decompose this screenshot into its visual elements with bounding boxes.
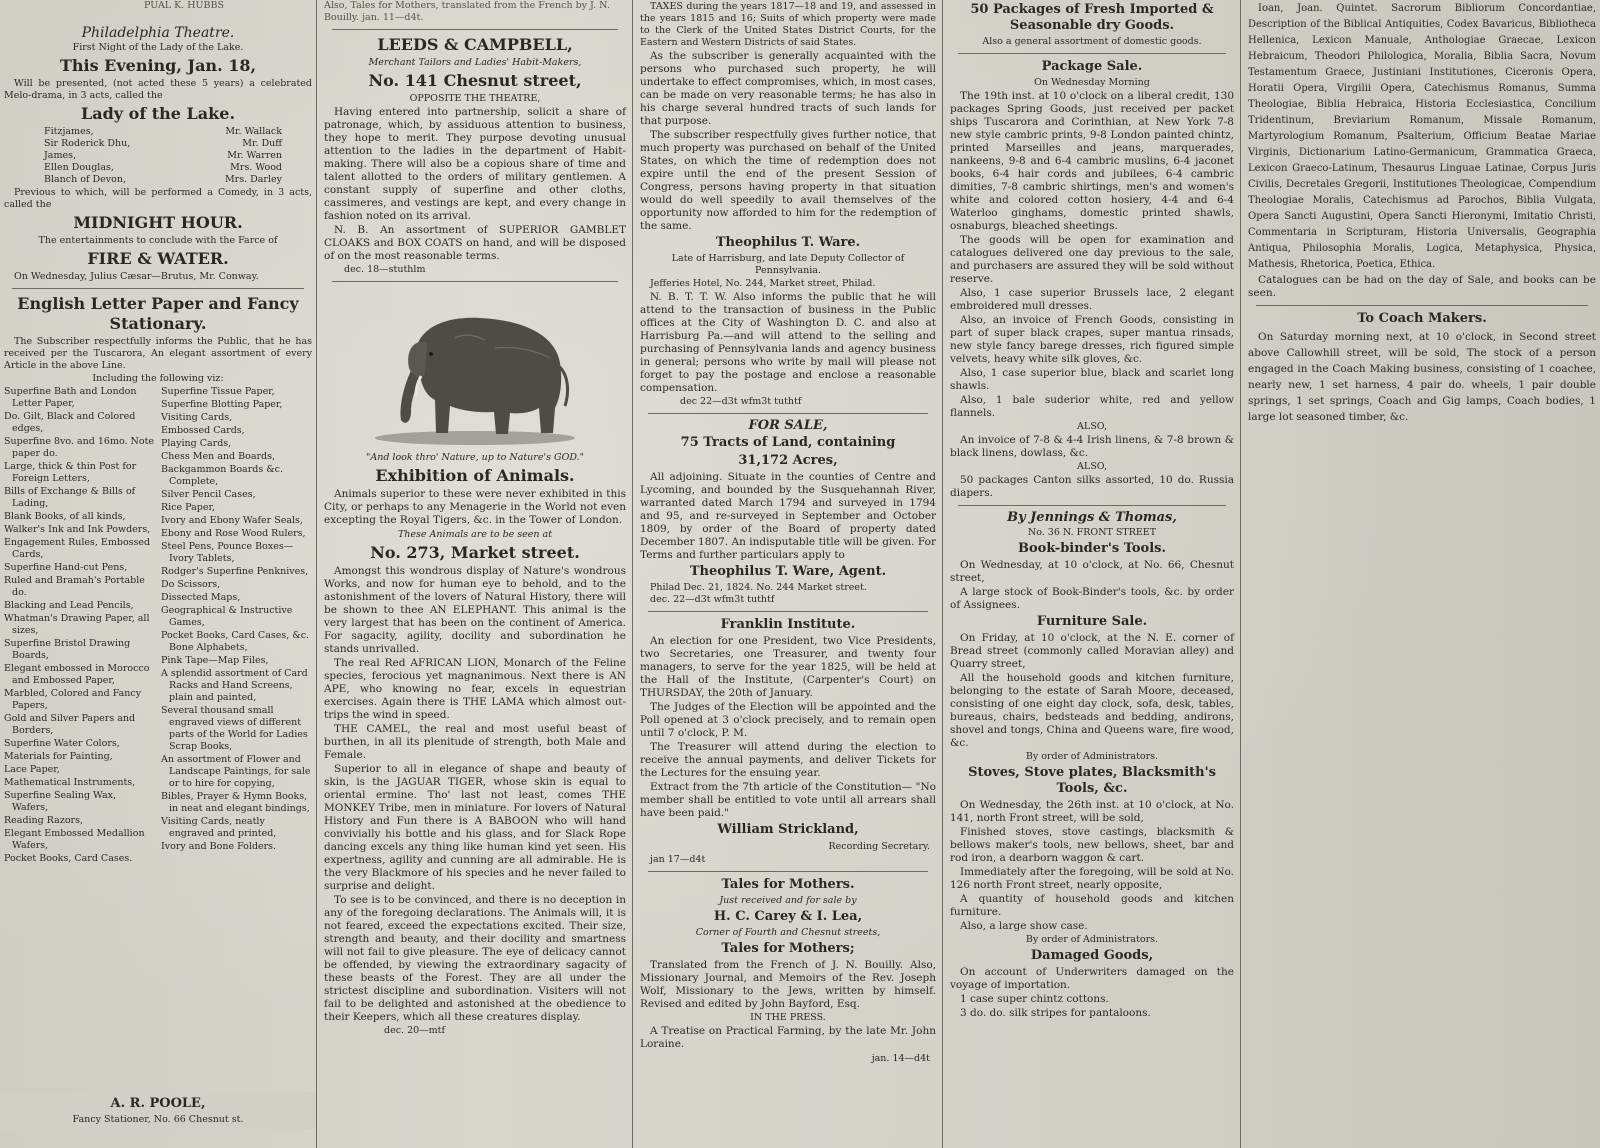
stationery-item: Superfine Tissue Paper, [161,386,275,397]
secretary-name: William Strickland, [717,822,859,837]
agent-date: dec. 22—d3t wfm3t tuthtf [650,594,775,605]
goods-p2: The goods will be open for examination and catalogues delivered one day previous to the sale, and purchasers are assured they will be sold without reserve. [950,234,1234,285]
stationery-item: Visiting Cards, neatly engraved and printed, [161,816,277,839]
stationery-item: Large, thick & thin Post for Foreign Letters, [4,461,137,484]
exhibit-address: No. 273, Market street. [370,543,580,562]
cast-row: Ellen Douglas, Mrs. Wood [44,162,282,173]
stationery-item: Pocket Books, Card Cases, &c. Bone Alphabets, [161,630,310,653]
firm-date: dec. 18—stuthlm [344,264,426,275]
ware-nb: N. B. T. T. W. Also informs the public that he will attend to the transaction of business in the Public offices at the City of Washington D. C. and also at Harrisburg Pa.—and will attend to the selling and purchasing of Pennsylvania lands and agency business in general; persons who write by mail will please not forget to pay the postage and enclose a reasonable compensation. [640,291,936,394]
divider [648,611,928,612]
stationery-list-left [4,386,155,866]
divider [332,281,618,282]
binder-title: Book-binder's Tools. [1017,541,1167,556]
stationery-item: Engagement Rules, Embossed Cards, [4,537,151,560]
column-rule [316,0,317,1148]
franklin-p1: An election for one President, two Vice Presidents, two Secretaries, one Treasurer, and twenty four managers, to serve for the year 1825, will be held at the Hall of the Institute, (Carpenter's Court) on THURSDAY, the 20th of January. [640,635,936,699]
goods-p7: An invoice of 7-8 & 4-4 Irish linens, & 7-8 brown & black linens, dowlass, &c. [950,434,1234,459]
stoves-title: Stoves, Stove plates, Blacksmith's Tools, &c. [968,765,1216,796]
stationery-item: Elegant Embossed Medallion Wafers, [4,828,145,851]
in-the-press: IN THE PRESS. [750,1012,826,1023]
column-4 [946,0,1238,1148]
ware-date: dec 22—d3t wfm3t tuthtf [680,396,802,407]
ware-subtitle: Late of Harrisburg, and late Deputy Collector of Pennsylvania. [671,253,905,276]
stationery-item: Visiting Cards, [161,412,233,423]
divider [958,53,1226,54]
stationery-item: Bills of Exchange & Bills of Lading, [4,486,136,509]
goods-p3: Also, 1 case superior Brussels lace, 2 elegant embroidered mull dresses. [950,287,1234,312]
coach-title: To Coach Makers. [1357,311,1487,326]
stoves-p3: Immediately after the foregoing, will be sold at No. 126 north Front street, nearly opposite, [950,866,1234,891]
firm-nb: N. B. An assortment of SUPERIOR GAMBLET CLOAKS and BOX COATS on hand, and will be disposed of on the most reasonable terms. [324,224,626,262]
stationery-item: A splendid assortment of Card Racks and Hand Screens, plain and painted, [161,668,308,703]
paper-intro: The Subscriber respectfully informs the Public, that he has received per the Tuscarora, An elegant assortment of every Article in the above Line. [4,336,312,371]
cast-row: Blanch of Devon, Mrs. Darley [44,174,282,185]
exhibit-quote: "And look thro' Nature, up to Nature's GOD." [365,452,585,463]
for-sale-title: FOR SALE, [748,418,828,433]
paper-including: Including the following viz: [92,373,224,384]
stoves-p1: On Wednesday, the 26th inst. at 10 o'clock, at No. 141, north Front street, will be sold, [950,799,1234,824]
jennings-address: No. 36 N. FRONT STREET [1027,527,1157,538]
taxes-text: TAXES during the years 1817—18 and 19, and assessed in the years 1815 and 16; Suits of which property were made to the Clerk of the United States District Courts, for the Eastern and Western Districts of said States. [640,1,936,48]
column-2 [320,0,630,1148]
stationery-item: Several thousand small engraved views of different parts of the World for Ladies Scrap Books, [161,705,308,752]
farce-note: The entertainments to conclude with the Farce of [38,235,278,246]
paper-title: English Letter Paper and Fancy Stationary. [17,294,299,333]
cast-row: James, Mr. Warren [44,150,282,161]
stationery-item: Geographical & Instructive Games, [161,605,293,628]
comedy-note: Previous to which, will be performed a Comedy, in 3 acts, called the [4,187,312,210]
divider [648,871,928,872]
stationery-item: Reading Razors, [4,815,83,826]
ware-name: Theophilus T. Ware. [715,235,861,250]
column-rule [632,0,633,1148]
column-top-text: PUAL K. HUBBS [144,0,225,11]
catalogue-note: Catalogues can be had on the day of Sale, and books can be seen. [1248,274,1596,299]
stoves-p6: By order of Administrators. [1025,934,1159,945]
stationery-item: Superfine Water Colors, [4,738,120,749]
stationery-list [4,386,312,866]
farce-title: FIRE & WATER. [87,249,229,268]
firm-address-sub: OPPOSITE THE THEATRE, [409,93,541,104]
franklin-title: Franklin Institute. [720,617,856,632]
taxes-p1: As the subscriber is generally acquainted with the persons who purchased such property, he will undertake to effect compromises, which, in most cases, can be made on very reasonable terms; he has also in his charge several hundred tracts of such lands for that purpose. [640,50,936,127]
column-5 [1244,0,1600,1148]
damaged-p1: On account of Underwriters damaged on the voyage of importation. [950,966,1234,991]
elephant-engraving [324,288,626,448]
tracts-title: 75 Tracts of Land, containing [680,435,896,450]
stationery-item: Ruled and Bramah's Portable do. [4,575,145,598]
exhibit-title: Exhibition of Animals. [375,466,575,485]
column-top-text: Also, Tales for Mothers, translated from the French by J. N. Bouilly. jan. 11—d4t. [324,0,610,23]
tales-date: jan. 14—d4t [871,1053,930,1064]
tales-title: Tales for Mothers. [721,877,855,892]
stationery-item: Rice Paper, [161,502,216,513]
stoves-p4: A quantity of household goods and kitchen furniture. [950,893,1234,918]
firm-subtitle: Merchant Tailors and Ladies' Habit-Makers, [368,57,582,68]
binder-p1: On Wednesday, at 10 o'clock, at No. 66, Chesnut street, [950,559,1234,584]
elephant-icon [355,288,595,448]
divider [1256,305,1588,306]
stationery-item: Ivory and Ebony Wafer Seals, [161,515,303,526]
package-sale-when: On Wednesday Morning [1034,77,1150,88]
exhibit-date: dec. 20—mtf [384,1025,445,1036]
theatre-title: Philadelphia Theatre. [81,25,235,41]
stationery-item: Walker's Ink and Ink Powders, [4,524,151,535]
tracts-body: All adjoining. Situate in the counties of Centre and Lycoming, and bounded by the Susquehannah River, warranted dated March 1794 and surveyed in 1794 and 95, and re-surveyed in September and October 1809, by order of the Board of property dated December 1807. An indisputable title will be given. For Terms and further particulars apply to [640,471,936,561]
stationery-item: Embossed Cards, [161,425,245,436]
damaged-title: Damaged Goods, [1030,948,1154,963]
stationery-item: Superfine Bath and London Letter Paper, [4,386,137,409]
play-title: Lady of the Lake. [80,104,236,123]
stationery-item: An assortment of Flower and Landscape Paintings, for sale or to hire for copying, [161,754,311,789]
taxes-p2: The subscriber respectfully gives further notice, that much property was purchased on behalf of the United States, on which the time of redemption does not expire until the end of the present Session of Congress, persons having property in that situation would do well speedily to avail themselves of the opportunity now afforded to him for the redemption of the same. [640,129,936,232]
ware-address: Jefferies Hotel, No. 244, Market street, Philad. [650,278,876,289]
stationery-item: Superfine Hand-cut Pens, [4,562,128,573]
stationery-item: Whatman's Drawing Paper, all sizes, [4,613,150,636]
catalogue-list: Ioan, Joan. Quintet. Sacrorum Bibliorum Concordantiae, Description of the Biblical Antiquities, Codex Bavaricus, Bibliotheca Hellenica, Lexicon Manuale, Anthologiae Graecae, Lexicon Hebraicum, Theodori Philologica, Moralia, Biblia Sacra, Novum Testamentum Graece, Justiniani Institutiones, Ciceronis Opera, Horatii Opera, Virgilii Opera, Catechismus Romanus, Summa Theologiae, Biblia Hebraica, Historia Ecclesiastica, Concilium Tridentinum, Breviarium Romanum, Missale Romanum, Martyrologium Romanum, Psalterium, Officium Beatae Mariae Virginis, Dictionarium Latino-Germanicum, Grammatica Graeca, Lexicon Graeco-Latinum, Thesaurus Linguae Latinae, Corpus Juris Civilis, Decretales Gregorii, Institutiones Theologicae, Compendium Theologiae Moralis, Catechismus ad Parochos, Biblia Vulgata, Opera Sancti Augustini, Opera Sancti Hieronymi, Imitatio Christi, Commentaria in Scripturam, Historia Universalis, Geographia Antiqua, Philosophia Moralis, Logica, Metaphysica, Physica, Mathesis, Rhetorica, Poetica, Ethica. [1248,3,1596,270]
poole-signature: A. R. POOLE, [110,1096,206,1111]
stationery-item: Superfine 8vo. and 16mo. Note paper do. [4,436,155,459]
goods-p8: 50 packages Canton silks assorted, 10 do. Russia diapers. [950,474,1234,499]
exhibit-seen-at: These Animals are to be seen at [397,529,553,540]
franklin-p2: The Judges of the Election will be appointed and the Poll opened at 3 o'clock precisely, and to remain open until 7 o'clock, P. M. [640,701,936,739]
goods-subtitle: Also a general assortment of domestic goods. [982,36,1202,47]
franklin-date: jan 17—d4t [650,854,706,865]
treatise: A Treatise on Practical Farming, by the late Mr. John Loraine. [640,1025,936,1050]
stationery-item: Pocket Books, Card Cases. [4,853,133,864]
stationery-item: Do Scissors, [161,579,221,590]
theatre-subtitle: First Night of the Lady of the Lake. [72,42,244,53]
theatre-body: Will be presented, (not acted these 5 years) a celebrated Melo-drama, in 3 acts, called the [4,78,312,101]
furniture-title: Furniture Sale. [1036,614,1148,629]
stationery-list-right [161,386,312,866]
stationery-item: Blacking and Lead Pencils, [4,600,134,611]
exhibit-body: Animals superior to these were never exhibited in this City, or perhaps to any Menagerie in the World not even excepting the Royal Tigers, &c. in the Tower of London. [324,488,626,526]
firm-body: Having entered into partnership, solicit a share of patronage, which, by assiduous attention to business, they hope to merit. They purpose devoting unusual attention to the ladies in the department of Habit-making. There will also be a copious share of time and talent allotted to the orders of military gentlemen. A constant supply of superfine and other cloths, cassimeres, and vestings are kept, and every change in fashion noted on its arrival. [324,106,626,222]
tales-body: Translated from the French of J. N. Bouilly. Also, Missionary Journal, and Memoirs of the Rev. Joseph Wolf, Missionary to the Jews, written by himself. Revised and edited by John Bayford, Esq. [640,959,936,1010]
furniture-p3: By order of Administrators. [1025,751,1159,762]
goods-also: ALSO, [1077,421,1107,432]
divider [332,29,618,30]
stationery-item: Backgammon Boards &c. Complete, [161,464,284,487]
stationery-item: Bibles, Prayer & Hymn Books, in neat and elegant bindings, [161,791,310,814]
furniture-p1: On Friday, at 10 o'clock, at the N. E. corner of Bread street (commonly called Moravian alley) and Quarry street, [950,632,1234,670]
stationery-item: Superfine Blotting Paper, [161,399,283,410]
stoves-p5: Also, a large show case. [960,920,1088,932]
goods-also-2: ALSO, [1077,461,1107,472]
stationery-item: Playing Cards, [161,438,232,449]
stationery-item: Superfine Sealing Wax, Wafers, [4,790,117,813]
comedy-title: MIDNIGHT HOUR. [73,213,243,232]
stationery-item: Silver Pencil Cases, [161,489,256,500]
tales-subtitle: Just received and for sale by [719,895,857,906]
stationery-item: Dissected Maps, [161,592,241,603]
poole-address: Fancy Stationer, No. 66 Chesnut st. [72,1114,244,1125]
franklin-p4: Extract from the 7th article of the Constitution— "No member shall be entitled to vote until all arrears shall have been paid." [640,781,936,819]
stationery-item: Mathematical Instruments, [4,777,136,788]
exhibit-body-6: To see is to be convinced, and there is no deception in any of the foregoing declarations. The Animals will, it is not feared, exceed the expectations excited. Their size, strength and beauty, and their docility and smartness will not fail to give pleasure. The eye of delicacy cannot be offended, by viewing the extraordinary sagacity of these beasts of the Forest. They are all under the strictest discipline and subordination. Visiters will not fail to be delighted and astonished at the obedience to their Keepers, which all these creatures display. [324,894,626,1023]
secretary-title: Recording Secretary. [828,841,930,852]
cast-row: Sir Roderick Dhu, Mr. Duff [44,138,282,149]
stationery-item: Blank Books, of all kinds, [4,511,126,522]
divider [958,505,1226,506]
goods-p1: The 19th inst. at 10 o'clock on a liberal credit, 130 packages Spring Goods, just received per packet ships Tuscarora and Corinthian, at New York 7-8 new style cambric prints, 9-8 London painted chintz, printed Marseilles and jeans, marquerades, nankeens, 9-8 and 6-4 cambric muslins, 6-4 jaconet books, 6-4 hair cords and jubilees, 6-4 cambric dimities, 7-8 cambric shirtings, men's and women's white and colored cotton hosiery, 4-4 and 6-4 Waterloo ginghams, domestic printed shawls, osnaburgs, bleached sheetings. [950,90,1234,232]
damaged-p2: 1 case super chintz cottons. [960,993,1109,1005]
stationery-item: Do. Gilt, Black and Colored edges, [4,411,136,434]
agent-name: Theophilus T. Ware, Agent. [689,564,887,579]
stoves-p2: Finished stoves, stove castings, blacksmith & bellows maker's tools, new bellows, sheet, bar and rod iron, a dearborn waggon & cart. [950,826,1234,864]
column-3 [636,0,940,1148]
exhibit-body-3: The real Red AFRICAN LION, Monarch of the Feline species, ferocious yet magnanimous. Next there is AN APE, who knowing no fear, excels in equestrian exercises. Again there is THE LAMA which almost out-trips the wind in speed. [324,657,626,721]
acres-title: 31,172 Acres, [738,453,838,468]
goods-p5: Also, 1 case superior blue, black and scarlet long shawls. [950,367,1234,392]
agent-address: Philad Dec. 21, 1824. No. 244 Market street. [650,582,867,593]
stationery-item: Lace Paper, [4,764,60,775]
stationery-item: Materials for Painting, [4,751,113,762]
goods-p6: Also, 1 bale suderior white, red and yellow flannels. [950,394,1234,419]
poole-signature-block [0,1092,316,1129]
stationery-item: Rodger's Superfine Penknives, [161,566,309,577]
jennings-title: By Jennings & Thomas, [1007,510,1177,525]
package-sale-title: Package Sale. [1041,59,1143,74]
binder-p2: A large stock of Book-Binder's tools, &c. by order of Assignees. [950,586,1234,611]
stationery-item: Superfine Bristol Drawing Boards, [4,638,131,661]
column-rule [942,0,943,1148]
theatre-date: This Evening, Jan. 18, [59,56,257,75]
stationery-item: Ivory and Bone Folders. [161,841,277,852]
exhibit-body-2: Amongst this wondrous display of Nature's wondrous Works, and now for human eye to behold, and to the astonishment of the lovers of Natural History, there will be shown to thee AN ELEPHANT. This animal is the very largest that has been on the continent of America. For sagacity, agility, docility and subordination he stands unrivalled. [324,565,626,655]
column-rule [1240,0,1241,1148]
goods-title: 50 Packages of Fresh Imported & Seasonable dry Goods. [970,2,1214,33]
firm-name: LEEDS & CAMPBELL, [377,35,573,54]
stationery-item: Elegant embossed in Morocco and Embossed Paper, [4,663,150,686]
wednesday-note: On Wednesday, Julius Cæsar—Brutus, Mr. Conway. [14,271,259,282]
stationery-item: Marbled, Colored and Fancy Papers, [4,688,142,711]
divider [648,413,928,414]
stationery-item: Chess Men and Boards, [161,451,276,462]
column-1 [0,0,316,1148]
stationery-item: Ebony and Rose Wood Rulers, [161,528,306,539]
cast-row: Fitzjames, Mr. Wallack [44,126,282,137]
exhibit-body-5: Superior to all in elegance of shape and beauty of skin, is the JAGUAR TIGER, whose skin is equal to oriental ermine. Tho' last not least, comes THE MONKEY Tribe, men in miniature. For lovers of Natural History and Fun there is A BABOON who will hand convivially his bottle and his glass, and for Slack Rope dancing excels any thing like human kind yet seen. His expertness, agility and cunning are all admirable. He is the very Blackmore of his species and he never failed to surprise and delight. [324,763,626,892]
damaged-p3: 3 do. do. silk stripes for pantaloons. [960,1007,1151,1019]
carey-name: H. C. Carey & I. Lea, [713,909,863,924]
stationery-item: Steel Pens, Pounce Boxes—Ivory Tablets, [161,541,294,564]
goods-p4: Also, an invoice of French Goods, consisting in part of super black crapes, super mantua rinsads, new style fancy barege dresses, rich figured simple velvets, heavy white silk gloves, &c. [950,314,1234,365]
franklin-p3: The Treasurer will attend during the election to receive the annual payments, and deliver Tickets for the Lectures for the ensuing year. [640,741,936,779]
tales-title-2: Tales for Mothers; [721,941,855,956]
exhibit-body-4: THE CAMEL, the real and most useful beast of burthen, in all its plenitude of strength, both Male and Female. [324,723,626,761]
coach-body: On Saturday morning next, at 10 o'clock, in Second street above Callowhill street, will be sold, The stock of a person engaged in the Coach Making business, consisting of 1 coachee, nearly new, 1 set harness, 4 pair do. wheels, 1 pair double springs, 1 set springs, Coach and Gig lamps, Coach bodies, 1 large lot seasoned timber, &c. [1248,331,1596,423]
furniture-p2: All the household goods and kitchen furniture, belonging to the estate of Sarah Moore, deceased, consisting of one eight day clock, sofa, desk, tables, bureaus, chairs, bedsteads and bedding, andirons, shovel and tongs, China and Queens ware, fire wood, &c. [950,672,1234,749]
cast-list [4,126,312,186]
firm-address: No. 141 Chesnut street, [368,71,582,90]
stationery-item: Pink Tape—Map Files, [161,655,269,666]
divider [12,288,304,289]
stationery-item: Gold and Silver Papers and Borders, [4,713,136,736]
carey-address: Corner of Fourth and Chesnut streets, [695,927,881,938]
